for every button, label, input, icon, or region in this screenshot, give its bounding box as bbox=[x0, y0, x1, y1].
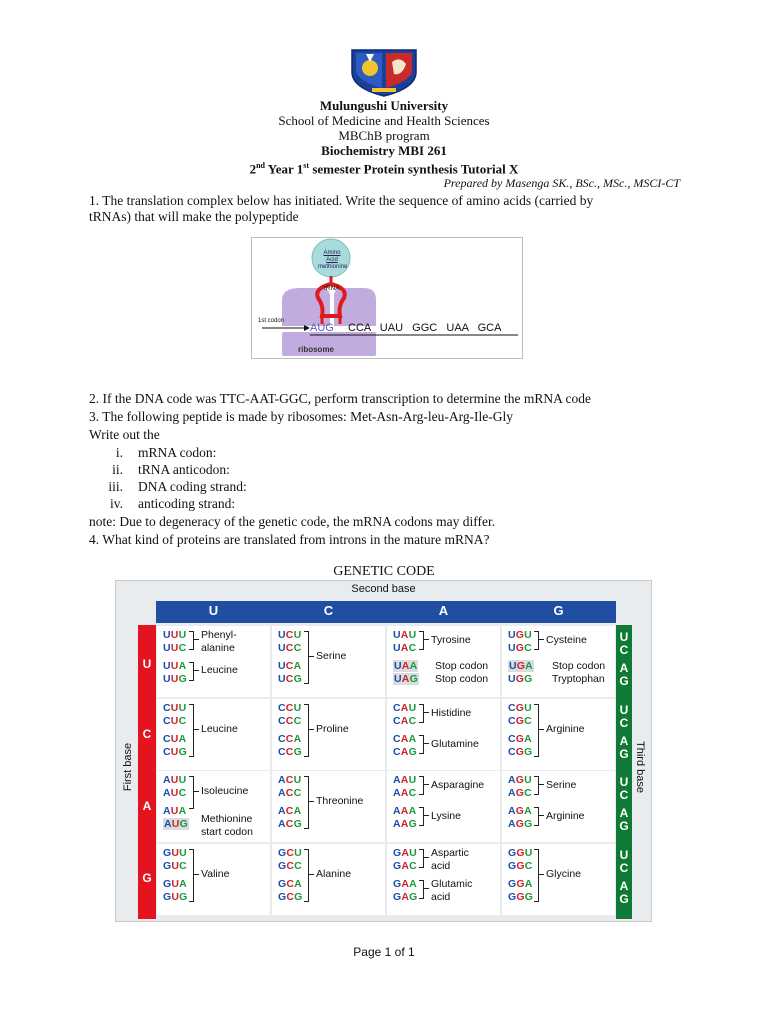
brace-tick bbox=[423, 888, 429, 889]
codon: CUU bbox=[163, 702, 187, 714]
amino-acid-label: Stop codon bbox=[552, 660, 606, 672]
codon: UGG bbox=[508, 673, 533, 685]
codon: ACA bbox=[278, 805, 302, 817]
amino-acid-label: Arginine bbox=[546, 810, 585, 822]
codon-cell-uc bbox=[272, 626, 385, 697]
brace-tick bbox=[423, 815, 429, 816]
codon: UAG bbox=[394, 673, 418, 685]
brace bbox=[189, 704, 194, 757]
brace-tick bbox=[308, 656, 314, 657]
codon: GAU bbox=[393, 847, 417, 859]
amino-acid-label: acid bbox=[431, 891, 451, 903]
question-2: 2. If the DNA code was TTC-AAT-GGC, perform transcription to determine the mRNA code bbox=[89, 391, 592, 406]
amino-acid-label: Leucine bbox=[201, 664, 238, 676]
third-base-g: G bbox=[619, 747, 629, 761]
brace-tick bbox=[193, 791, 199, 792]
codon: GCA bbox=[278, 878, 302, 890]
amino-acid-label: Lysine bbox=[431, 810, 461, 822]
amino-acid-label: Alanine bbox=[316, 868, 352, 880]
brace bbox=[304, 849, 309, 902]
codon-cell-gu bbox=[157, 844, 270, 915]
third-base-a: A bbox=[619, 661, 629, 675]
codon: GCC bbox=[278, 860, 302, 872]
brace-tick bbox=[538, 874, 544, 875]
third-base-g: G bbox=[619, 674, 629, 688]
brace bbox=[304, 704, 309, 757]
third-base-g: G bbox=[619, 819, 629, 833]
third-base-c: C bbox=[619, 716, 629, 730]
trna-label: tRNA bbox=[324, 285, 340, 292]
codon: UGA bbox=[509, 660, 533, 672]
third-base-c: C bbox=[619, 643, 629, 657]
ribosome-label: ribosome bbox=[298, 345, 335, 354]
codon: CCC bbox=[278, 715, 302, 727]
third-base-label: Third base bbox=[634, 741, 646, 793]
brace-tick bbox=[193, 729, 199, 730]
codon-cell-cg bbox=[502, 699, 615, 770]
amino-acid-label: Serine bbox=[546, 779, 577, 791]
genetic-code-table bbox=[115, 580, 652, 922]
third-base-c: C bbox=[619, 861, 629, 875]
brace bbox=[304, 631, 309, 684]
codon: UCA bbox=[278, 660, 302, 672]
codon: UAA bbox=[394, 660, 418, 672]
brace-tick bbox=[538, 639, 544, 640]
codon: ACU bbox=[278, 774, 302, 786]
amino-acid-label: Arginine bbox=[546, 723, 585, 735]
codon: AGG bbox=[508, 818, 533, 830]
codon: CAU bbox=[393, 702, 417, 714]
codon: GGA bbox=[508, 878, 533, 890]
codon: GAC bbox=[393, 860, 417, 872]
brace-tick bbox=[423, 639, 429, 640]
codon-cell-gg bbox=[502, 844, 615, 915]
amino-acid-label: Glutamic bbox=[431, 878, 473, 890]
course-title: Biochemistry MBI 261 bbox=[321, 143, 447, 158]
amino-acid-label: Methionine bbox=[201, 813, 253, 825]
amino-acid-label: Serine bbox=[316, 650, 347, 662]
codon: CAA bbox=[393, 733, 417, 745]
codon-cell-ac bbox=[272, 771, 385, 842]
header-base-u: U bbox=[208, 603, 219, 618]
codon: CGA bbox=[508, 733, 532, 745]
prepared-by: Prepared by Masenga SK., BSc., MSc., MSCI-CT bbox=[443, 176, 680, 190]
codon: CCU bbox=[278, 702, 302, 714]
codon: GGG bbox=[508, 891, 534, 903]
codon: GAG bbox=[393, 891, 418, 903]
mrna-codons: CCA UAU GGC UAA GCA bbox=[348, 322, 502, 334]
question-3-line-1: 3. The following peptide is made by ribosomes: Met-Asn-Arg-leu-Arg-Ile-Gly bbox=[89, 409, 514, 424]
brace bbox=[419, 631, 424, 650]
codon-cell-ag bbox=[502, 771, 615, 842]
first-base-a: A bbox=[142, 799, 152, 813]
amino-acid-label: alanine bbox=[201, 642, 235, 654]
brace-tick bbox=[308, 729, 314, 730]
codon: GUG bbox=[163, 891, 188, 903]
codon-cell-ga bbox=[387, 844, 500, 915]
amino-acid-label: Glycine bbox=[546, 868, 582, 880]
brace bbox=[534, 849, 539, 902]
brace bbox=[189, 849, 194, 902]
page-number: Page 1 of 1 bbox=[353, 945, 415, 959]
brace-tick bbox=[423, 712, 429, 713]
brace bbox=[534, 704, 539, 757]
list-number: iii. bbox=[108, 479, 123, 494]
codon: ACG bbox=[278, 818, 302, 830]
amino-acid-label: Threonine bbox=[316, 795, 364, 807]
amino-acid-label: Asparagine bbox=[431, 779, 485, 791]
codon-cell-cc bbox=[272, 699, 385, 770]
amino-acid-label: Proline bbox=[316, 723, 349, 735]
amino-acid-label: Amino Acid methionine bbox=[318, 250, 348, 270]
codon: GUU bbox=[163, 847, 187, 859]
brace-tick bbox=[193, 639, 199, 640]
amino-acid-label: Phenyl- bbox=[201, 629, 237, 641]
brace bbox=[189, 662, 194, 681]
brace bbox=[419, 849, 424, 868]
codon-cell-ua bbox=[387, 626, 500, 697]
codon: GCG bbox=[278, 891, 303, 903]
amino-acid-label: Leucine bbox=[201, 723, 238, 735]
codon: UAU bbox=[393, 629, 417, 641]
codon: UAC bbox=[393, 642, 417, 654]
codon: UCG bbox=[278, 673, 302, 685]
codon: GUC bbox=[163, 860, 187, 872]
codon: CUG bbox=[163, 746, 187, 758]
codon: UUU bbox=[163, 629, 187, 641]
third-base-u: U bbox=[619, 630, 629, 644]
codon-cell-au bbox=[157, 771, 270, 842]
amino-acid-label: Stop codon bbox=[435, 660, 489, 672]
codon: AAU bbox=[393, 774, 417, 786]
codon: AUG bbox=[164, 818, 188, 830]
brace bbox=[419, 776, 424, 795]
university-logo bbox=[348, 48, 420, 98]
codon-cell-aa bbox=[387, 771, 500, 842]
header-base-a: A bbox=[438, 603, 449, 618]
codon-cell-cu bbox=[157, 699, 270, 770]
genetic-code-title: GENETIC CODE bbox=[333, 564, 435, 579]
brace-tick bbox=[538, 815, 544, 816]
brace bbox=[534, 631, 539, 650]
codon: CGC bbox=[508, 715, 532, 727]
codon: AUU bbox=[163, 774, 187, 786]
codon: UUG bbox=[163, 673, 187, 685]
codon: AGA bbox=[508, 805, 532, 817]
codon: GUA bbox=[163, 878, 187, 890]
codon: AGC bbox=[508, 787, 532, 799]
brace-tick bbox=[423, 784, 429, 785]
amino-acid-label: Stop codon bbox=[435, 673, 489, 685]
brace-tick bbox=[308, 874, 314, 875]
codon: AUA bbox=[163, 805, 187, 817]
brace bbox=[534, 807, 539, 826]
first-base-c: C bbox=[142, 727, 152, 741]
codon: CGU bbox=[508, 702, 532, 714]
brace bbox=[534, 776, 539, 795]
amino-acid-label: Histidine bbox=[431, 707, 472, 719]
amino-acid-label: acid bbox=[431, 860, 451, 872]
brace-tick bbox=[423, 857, 429, 858]
codon: AAC bbox=[393, 787, 417, 799]
list-item-dna-coding: DNA coding strand: bbox=[138, 479, 247, 494]
codon: ACC bbox=[278, 787, 302, 799]
list-number: i. bbox=[115, 445, 123, 460]
codon: AAA bbox=[393, 805, 417, 817]
codon: GGU bbox=[508, 847, 533, 859]
brace bbox=[304, 776, 309, 829]
start-codon: AUG bbox=[310, 322, 334, 334]
codon: UCU bbox=[278, 629, 302, 641]
amino-acid-label: Glutamine bbox=[431, 738, 479, 750]
amino-acid-label: Valine bbox=[201, 868, 230, 880]
brace-tick bbox=[193, 670, 199, 671]
translation-figure bbox=[251, 237, 523, 359]
third-base-a: A bbox=[619, 879, 629, 893]
question-1-line-1: 1. The translation complex below has initiated. Write the sequence of amino acids (carried by bbox=[89, 193, 594, 208]
amino-acid-label: Aspartic bbox=[431, 847, 469, 859]
third-base-a: A bbox=[619, 734, 629, 748]
amino-acid-label: Tyrosine bbox=[431, 634, 471, 646]
codon: GAA bbox=[393, 878, 417, 890]
brace bbox=[419, 704, 424, 723]
third-base-u: U bbox=[619, 848, 629, 862]
third-base-g: G bbox=[619, 892, 629, 906]
question-3-line-2: Write out the bbox=[89, 427, 160, 442]
codon: CAC bbox=[393, 715, 417, 727]
question-1-line-2: tRNAs) that will make the polypeptide bbox=[89, 209, 299, 224]
second-base-label: Second base bbox=[351, 583, 416, 595]
list-number: iv. bbox=[110, 496, 123, 511]
codon: GCU bbox=[278, 847, 302, 859]
codon-cell-ca bbox=[387, 699, 500, 770]
list-item-trna: tRNA anticodon: bbox=[138, 462, 230, 477]
list-item-mrna: mRNA codon: bbox=[138, 445, 217, 460]
brace-tick bbox=[193, 874, 199, 875]
brace bbox=[419, 880, 424, 899]
codon: CCA bbox=[278, 733, 302, 745]
codon: UGC bbox=[508, 642, 532, 654]
brace-tick bbox=[538, 729, 544, 730]
school-name: School of Medicine and Health Sciences bbox=[278, 113, 490, 128]
codon: UUC bbox=[163, 642, 187, 654]
first-base-g: G bbox=[142, 871, 152, 885]
third-base-u: U bbox=[619, 703, 629, 717]
codon: UCC bbox=[278, 642, 302, 654]
brace bbox=[189, 631, 194, 650]
brace-tick bbox=[423, 743, 429, 744]
codon: GGC bbox=[508, 860, 533, 872]
first-base-u: U bbox=[142, 657, 152, 671]
header-base-c: C bbox=[323, 603, 334, 618]
codon-cell-ug bbox=[502, 626, 615, 697]
brace bbox=[189, 776, 194, 809]
header-base-g: G bbox=[553, 603, 564, 618]
brace bbox=[419, 735, 424, 754]
question-4: 4. What kind of proteins are translated from introns in the mature mRNA? bbox=[89, 532, 490, 547]
question-3-note: note: Due to degeneracy of the genetic code, the mRNA codons may differ. bbox=[89, 514, 496, 529]
codon: CCG bbox=[278, 746, 302, 758]
program-name: MBChB program bbox=[338, 128, 430, 143]
tutorial-title: 2nd Year 1st semester Protein synthesis Tutorial X bbox=[249, 161, 519, 177]
codon: AAG bbox=[393, 818, 417, 830]
list-number: ii. bbox=[112, 462, 123, 477]
brace-tick bbox=[308, 801, 314, 802]
codon-cell-uu bbox=[157, 626, 270, 697]
amino-acid-label: Tryptophan bbox=[552, 673, 605, 685]
third-base-a: A bbox=[619, 806, 629, 820]
codon: CAG bbox=[393, 746, 417, 758]
amino-acid-label: Cysteine bbox=[546, 634, 587, 646]
first-base-label: First base bbox=[122, 742, 134, 792]
university-name: Mulungushi University bbox=[319, 98, 449, 113]
amino-acid-label: Isoleucine bbox=[201, 785, 249, 797]
codon: CUA bbox=[163, 733, 187, 745]
amino-acid-label: start codon bbox=[201, 826, 253, 838]
brace-tick bbox=[538, 784, 544, 785]
list-item-anticoding: anticoding strand: bbox=[138, 496, 236, 511]
codon: UGU bbox=[508, 629, 532, 641]
third-base-c: C bbox=[619, 788, 629, 802]
codon: UUA bbox=[163, 660, 187, 672]
codon: AUC bbox=[163, 787, 187, 799]
brace bbox=[419, 807, 424, 826]
third-base-u: U bbox=[619, 775, 629, 789]
codon: AGU bbox=[508, 774, 532, 786]
codon: CUC bbox=[163, 715, 187, 727]
first-codon-label: 1st codon bbox=[258, 318, 285, 324]
codon-cell-gc bbox=[272, 844, 385, 915]
codon: CGG bbox=[508, 746, 533, 758]
